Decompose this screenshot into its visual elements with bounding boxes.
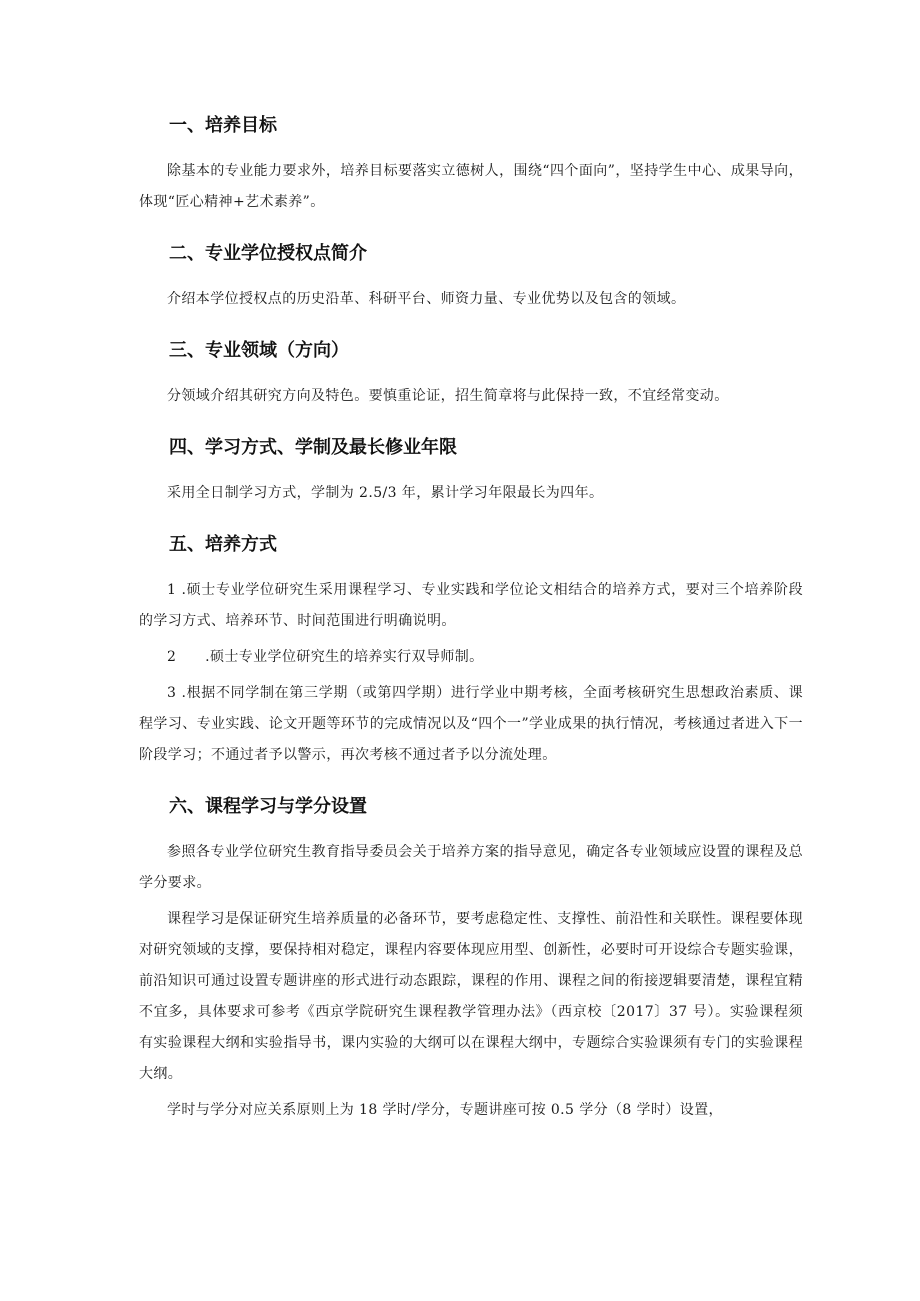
section-paragraph: 1 .硕士专业学位研究生采用课程学习、专业实践和学位论文相结合的培养方式，要对三个培养阶段的学习方式、培养环节、时间范围进行明确说明。 [139,582,803,629]
section-paragraph: 3 .根据不同学制在第三学期（或第四学期）进行学业中期考核，全面考核研究生思想政治素质、课程学习、专业实践、论文开题等环节的完成情况以及“四个一”学业成果的执行情况，考核通过者进入下一阶段学习；不通过者予以警示，再次考核不通过者予以分流处理。 [139,685,803,763]
section-study-mode [139,434,803,509]
section-paragraph: 介绍本学位授权点的历史沿革、科研平台、师资力量、专业优势以及包含的领域。 [167,291,686,307]
section-fields [139,337,803,412]
section-paragraph: 采用全日制学习方式，学制为 2.5/3 年，累计学习年限最长为四年。 [167,485,604,501]
section-heading: 一、培养目标 [169,115,277,136]
section-courses-credits [139,793,803,1126]
section-heading: 四、学习方式、学制及最长修业年限 [169,437,457,458]
section-paragraph: 2 .硕士专业学位研究生的培养实行双导师制。 [167,649,484,665]
section-heading: 六、课程学习与学分设置 [169,796,367,817]
section-training-method [139,531,803,771]
section-paragraph: 学时与学分对应关系原则上为 18 学时/学分，专题讲座可按 0.5 学分（8 学时）设置， [167,1102,723,1118]
section-paragraph: 分领域介绍其研究方向及特色。要慎重论证，招生简章将与此保持一致，不宜经常变动。 [167,388,729,404]
document-body [139,112,803,1126]
section-heading: 三、专业领域（方向） [169,340,349,361]
section-paragraph: 课程学习是保证研究生培养质量的必备环节，要考虑稳定性、支撑性、前沿性和关联性。课程要体现对研究领域的支撑，要保持相对稳定，课程内容要体现应用型、创新性，必要时可开设综合专题实验课，前沿知识可通过设置专题讲座的形式进行动态跟踪，课程的作用、课程之间的衔接逻辑要清楚，课程宜精不宜多，具体要求可参考《西京学院研究生课程教学管理办法》（西京校〔2017〕37 号）。实验课程须有实验课程大纲和实验指导书，课内实验的大纲可以在课程大纲中，专题综合实验课须有专门的实验课程大纲。 [139,911,803,1082]
section-paragraph: 参照各专业学位研究生教育指导委员会关于培养方案的指导意见，确定各专业领域应设置的课程及总学分要求。 [139,844,803,891]
section-training-goals [139,112,803,218]
section-heading: 五、培养方式 [169,534,277,555]
section-heading: 二、专业学位授权点简介 [169,243,367,264]
section-paragraph: 除基本的专业能力要求外，培养目标要落实立德树人，围绕“四个面向”，坚持学生中心、成果导向，体现“匠心精神+艺术素养”。 [139,163,803,210]
section-degree-intro [139,240,803,315]
